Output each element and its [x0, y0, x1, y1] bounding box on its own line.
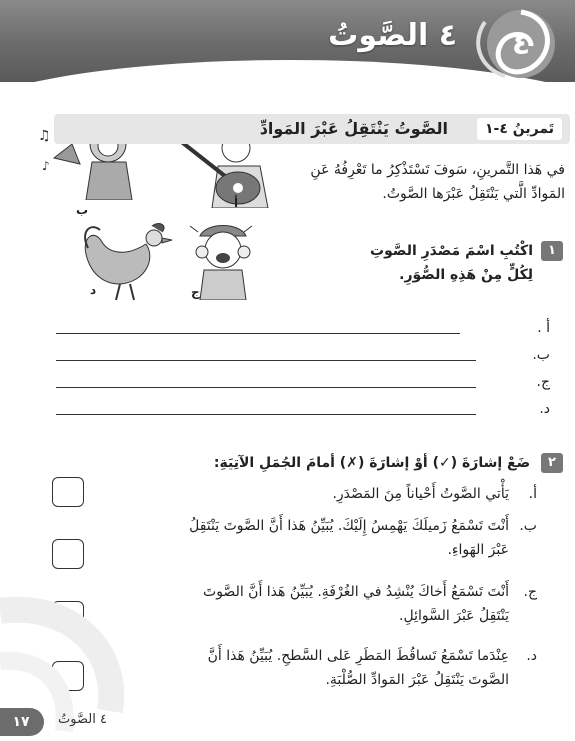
- statement-d: [177, 644, 537, 692]
- question-1-text: اكْتُبِ اسْمَ مَصْدَرِ الصَّوتِ لِكُلٍّ مِنْ هَذِهِ الصُّوَرِ.: [370, 243, 533, 283]
- question-2: [214, 452, 563, 474]
- statement-text: يَأْتي الصَّوتُ أَحْياناً مِنَ المَصْدَرِ.: [332, 486, 509, 502]
- question-2-text: ضَعْ إشارَةَ (✓) أوْ إشارَةَ (✗) أمامَ الجُمَلِ الآتِيَةِ:: [213, 455, 531, 471]
- statement-text: عِنْدَما تَسْمَعُ تَساقُطَ المَطَرِ عَلى السَّطحِ. يُبَيِّنُ هَذا أَنَّ الصَّوتَ يَنْتَقِلُ عَبْرَ المَوادِّ الصُّلْبَةِ.: [207, 648, 509, 688]
- picture-label-a: أ: [234, 196, 239, 210]
- chapter-swirl-icon: [461, 2, 567, 78]
- statement-text: أَنْتَ تَسْمَعُ أَخاكَ يُنْشِدُ في الغُرْفَةِ. يُبَيِّنُ هَذا أَنَّ الصَّوتَ يَنْتَقِلُ عَبْرَ السَّوائِلِ.: [203, 584, 509, 624]
- exercise-header: [54, 114, 570, 144]
- picture-label-b: ب: [76, 203, 89, 217]
- answer-line-label: ج.: [536, 374, 550, 390]
- exercise-title: الصَّوتُ يَنْتَقِلُ عَبْرَ المَوادِّ: [259, 119, 448, 138]
- statement-label: ب.: [519, 518, 537, 534]
- exercise-intro: في هَذا التَّمرينِ، سَوفَ تَسْتَذْكِرُ ما تَعْرِفُهُ عَنِ المَوادِّ الَّتي يَنْتَقِلُ عَبْرَها الصَّوتُ.: [310, 162, 565, 202]
- answer-line-b[interactable]: [56, 345, 550, 365]
- statement-label: د.: [526, 648, 537, 664]
- statement-a: [237, 482, 537, 506]
- statement-label: أ.: [528, 486, 537, 502]
- question-2-number: ٢: [541, 453, 563, 473]
- footer-chapter-name: ٤ الصَّوتُ: [58, 712, 107, 727]
- svg-text:♫: ♫: [38, 128, 51, 144]
- answer-line-d[interactable]: [56, 399, 550, 419]
- statement-c: [177, 580, 537, 628]
- chapter-title: ٤ الصَّوتُ: [328, 18, 457, 53]
- answer-line-label: ب.: [532, 347, 550, 363]
- exercise-number: تَمرينُ ٤-١: [477, 118, 562, 140]
- statement-b: [177, 514, 537, 562]
- svg-text:٤: ٤: [511, 27, 531, 62]
- answer-line-a[interactable]: [56, 318, 550, 338]
- answer-line-label: أ .: [537, 320, 550, 336]
- svg-text:♪: ♪: [42, 159, 50, 173]
- answer-checkbox-a[interactable]: [52, 477, 84, 507]
- answer-line-c[interactable]: [56, 372, 550, 392]
- picture-label-d: د: [90, 283, 97, 297]
- statement-label: ج.: [523, 584, 537, 600]
- question-1-number: ١: [541, 241, 563, 261]
- answer-line-label: د.: [539, 401, 550, 417]
- answer-checkbox-b[interactable]: [52, 539, 84, 569]
- question-1: [351, 239, 563, 287]
- statement-text: أَنْتَ تَسْمَعُ زَميلَكَ يَهْمِسُ إِلَيْكَ. يُبَيِّنُ هَذا أَنَّ الصَّوتَ يَنْتَقِلُ عَبْرَ الهَواءِ.: [189, 518, 509, 558]
- picture-label-c: ج: [191, 285, 200, 299]
- page-number: ١٧: [12, 714, 30, 730]
